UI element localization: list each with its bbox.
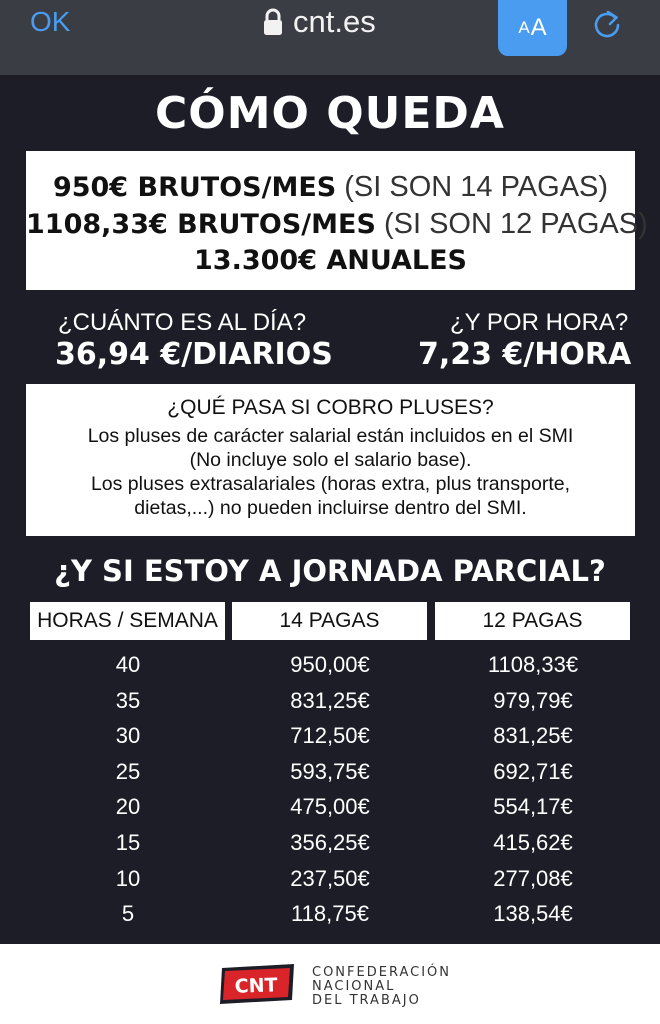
pluses-box bbox=[26, 384, 635, 536]
pluses-line-4: dietas,...) no pueden incluirse dentro del SMI. bbox=[134, 497, 527, 519]
org-line-2: NACIONAL bbox=[312, 979, 396, 994]
cell-14-pagas: 118,75€ bbox=[291, 901, 369, 927]
table-row bbox=[0, 757, 660, 793]
table-row bbox=[0, 650, 660, 686]
cell-14-pagas: 712,50€ bbox=[290, 723, 370, 749]
cell-14-pagas: 593,75€ bbox=[290, 758, 370, 784]
cell-14-pagas: 237,50€ bbox=[290, 865, 370, 891]
pluses-line-3: Los pluses extrasalariales (horas extra, plus transporte, bbox=[90, 473, 571, 495]
header-14-pagas: 14 PAGAS bbox=[232, 602, 427, 640]
pluses-question: ¿QUÉ PASA SI COBRO PLUSES? bbox=[167, 396, 494, 419]
cell-14-pagas: 831,25€ bbox=[290, 687, 370, 713]
cell-horas: 15 bbox=[115, 829, 141, 855]
address-bar[interactable] bbox=[263, 4, 376, 40]
footer bbox=[0, 944, 660, 1024]
salary-box bbox=[26, 151, 648, 290]
salary-line-annual bbox=[26, 243, 635, 279]
cell-horas: 30 bbox=[115, 723, 141, 749]
cell-horas: 20 bbox=[115, 794, 141, 820]
cell-horas: 5 bbox=[121, 901, 135, 927]
daily-label: ¿CUÁNTO ES AL DÍA? bbox=[58, 309, 307, 336]
daily-value: 36,94 €/DIARIOS bbox=[55, 337, 333, 372]
lock-icon bbox=[263, 7, 283, 37]
browser-toolbar bbox=[0, 0, 660, 75]
salary-14-note: (SI SON 14 PAGAS) bbox=[336, 171, 609, 203]
hourly-label: ¿Y POR HORA? bbox=[450, 309, 629, 336]
cell-12-pagas: 831,25€ bbox=[493, 723, 573, 749]
text-size-small-label: A bbox=[518, 18, 530, 37]
text-size-button[interactable] bbox=[498, 0, 567, 56]
salary-line-12 bbox=[26, 206, 648, 243]
parcial-table bbox=[0, 650, 660, 935]
cell-14-pagas: 950,00€ bbox=[290, 652, 370, 677]
cell-12-pagas: 138,54€ bbox=[493, 901, 573, 927]
cell-12-pagas: 415,62€ bbox=[493, 829, 573, 855]
cell-horas: 10 bbox=[115, 865, 141, 891]
cell-14-pagas: 475,00€ bbox=[290, 794, 370, 820]
org-name bbox=[312, 966, 451, 1008]
cell-12-pagas: 979,79€ bbox=[493, 687, 573, 713]
text-size-large-label: A bbox=[530, 14, 547, 41]
hourly-value: 7,23 €/HORA bbox=[418, 337, 632, 372]
reload-icon[interactable] bbox=[591, 8, 623, 40]
table-row bbox=[0, 899, 660, 935]
parcial-title: ¿Y SI ESTOY A JORNADA PARCIAL? bbox=[54, 554, 606, 588]
header-horas: HORAS / SEMANA bbox=[30, 602, 225, 640]
cell-horas: 35 bbox=[115, 687, 141, 713]
table-row bbox=[0, 828, 660, 864]
cell-horas: 40 bbox=[115, 652, 141, 677]
table-row bbox=[0, 792, 660, 828]
salary-14-amount: 950€ BRUTOS/MES bbox=[52, 172, 337, 203]
salary-line-14 bbox=[26, 169, 635, 206]
org-line-3: DEL TRABAJO bbox=[312, 993, 421, 1008]
cell-12-pagas: 1108,33€ bbox=[487, 652, 579, 677]
url-text: cnt.es bbox=[293, 4, 376, 39]
logo-text: CNT bbox=[234, 974, 278, 998]
cell-12-pagas: 554,17€ bbox=[493, 794, 573, 820]
salary-12-amount: 1108,33€ BRUTOS/MES bbox=[26, 209, 376, 240]
salary-12-note: (SI SON 12 PAGAS) bbox=[375, 208, 648, 240]
table-row bbox=[0, 686, 660, 722]
pluses-line-1: Los pluses de carácter salarial están incluidos en el SMI bbox=[87, 425, 574, 447]
cell-12-pagas: 277,08€ bbox=[493, 865, 573, 891]
table-row bbox=[0, 721, 660, 757]
page-title: CÓMO QUEDA bbox=[155, 88, 505, 139]
ok-button[interactable]: OK bbox=[30, 6, 71, 37]
cnt-logo bbox=[218, 964, 296, 1006]
cell-12-pagas: 692,71€ bbox=[493, 758, 573, 784]
pluses-line-2: (No incluye solo el salario base). bbox=[189, 449, 472, 471]
org-line-1: CONFEDERACIÓN bbox=[312, 965, 451, 980]
table-row bbox=[0, 864, 660, 900]
salary-annual-amount: 13.300€ ANUALES bbox=[194, 245, 467, 276]
cell-horas: 25 bbox=[115, 758, 141, 784]
header-12-pagas: 12 PAGAS bbox=[435, 602, 630, 640]
cell-14-pagas: 356,25€ bbox=[290, 829, 370, 855]
